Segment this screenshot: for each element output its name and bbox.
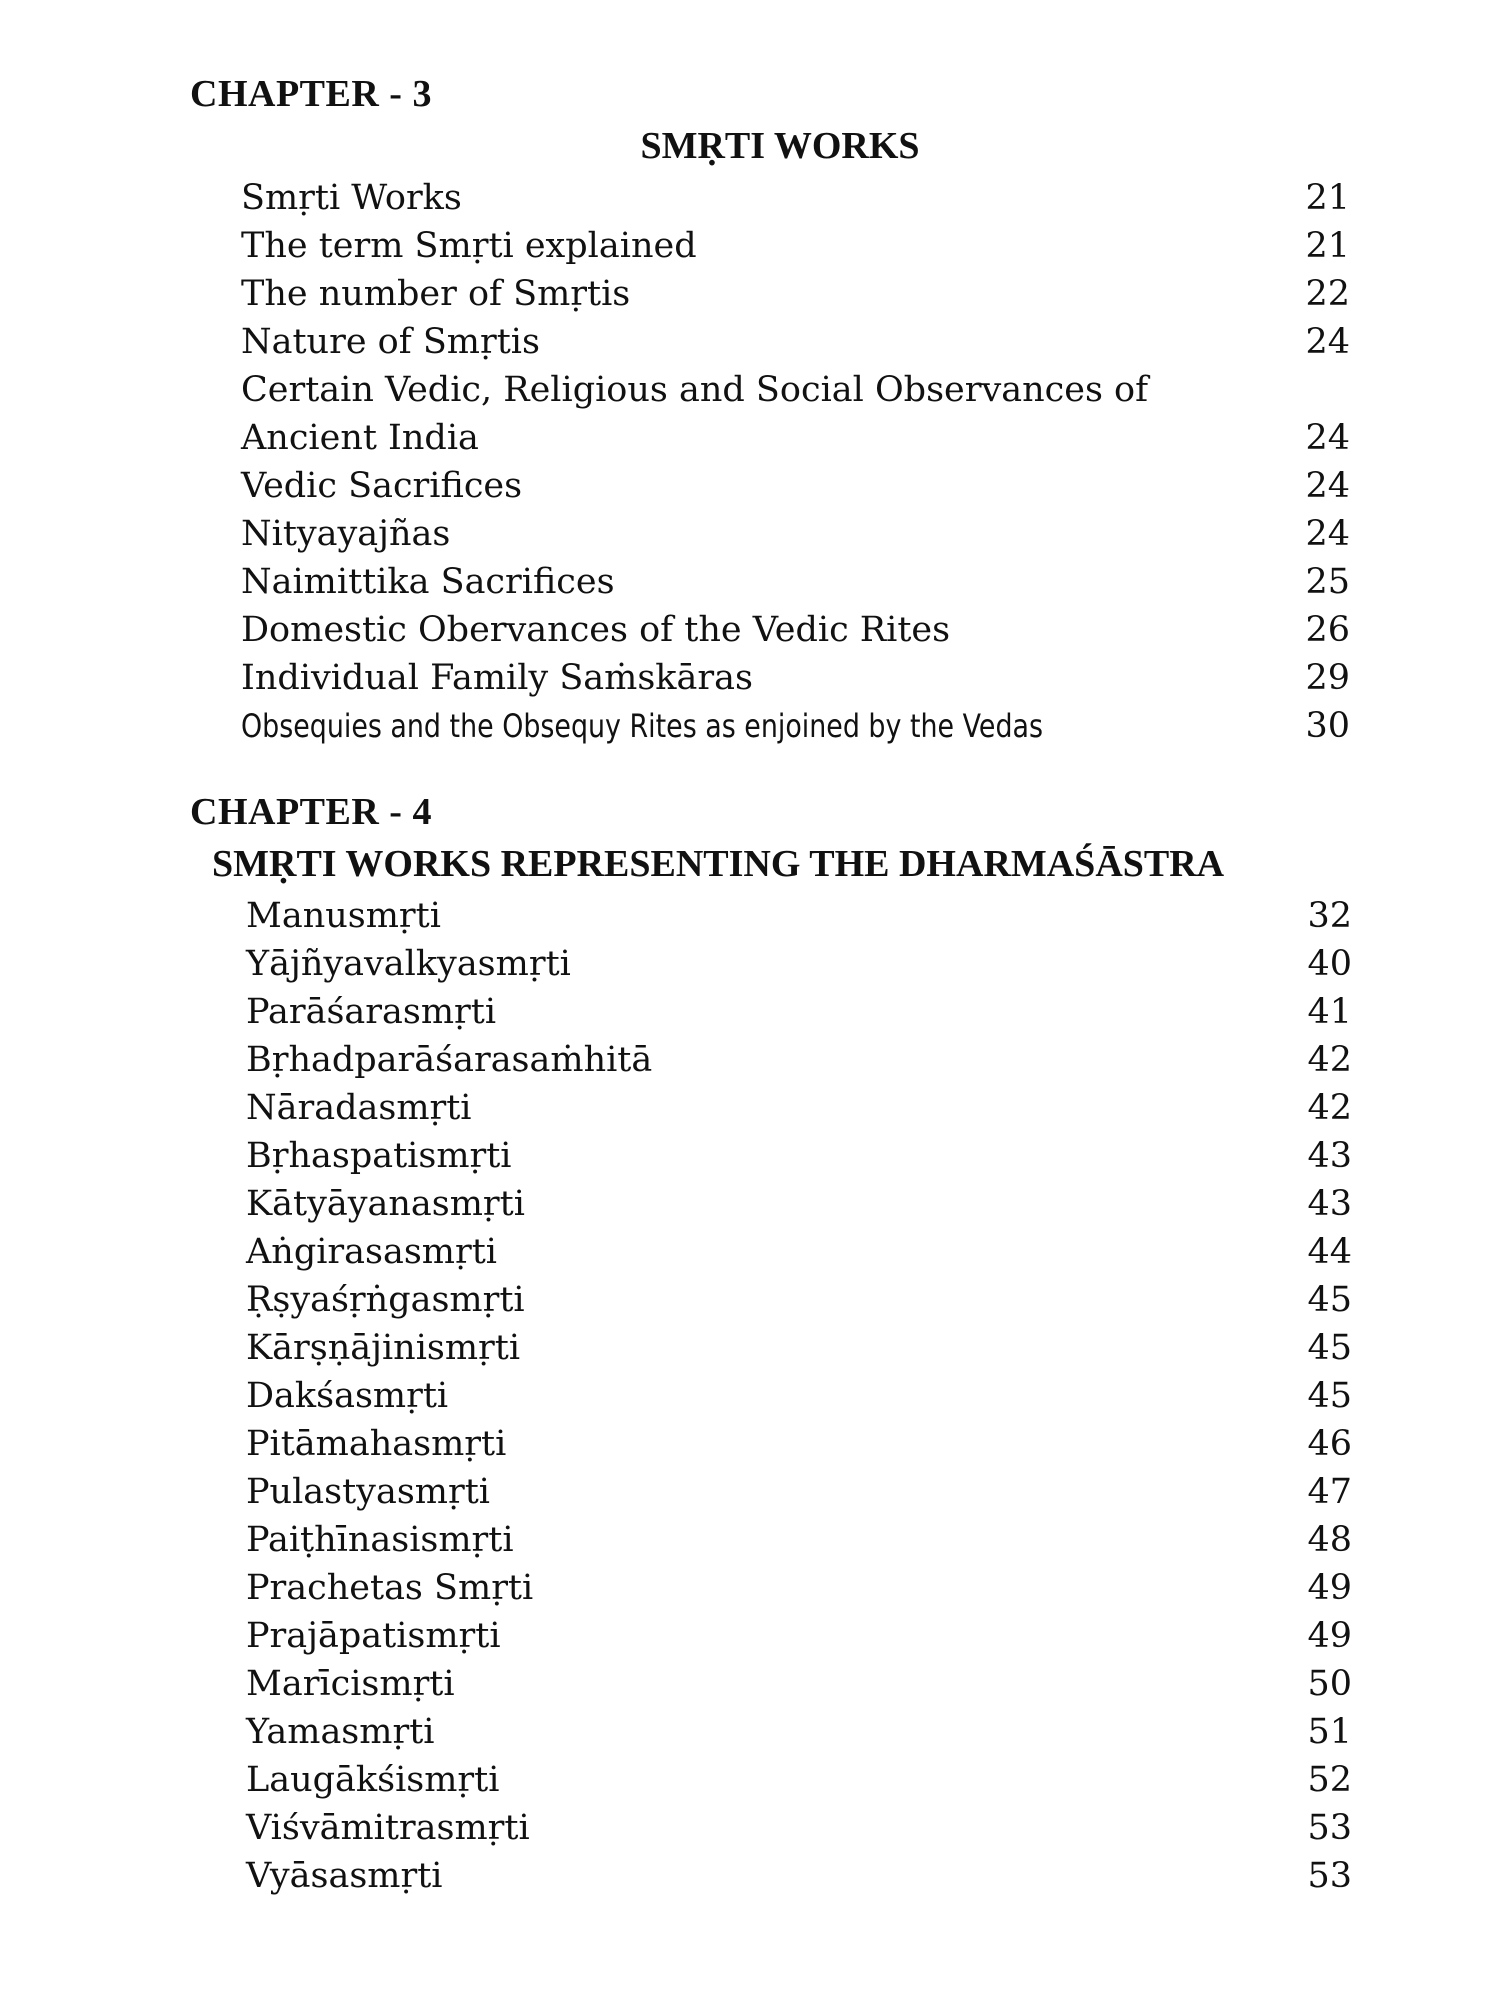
toc-list xyxy=(0,892,1500,1900)
page-number: 40 xyxy=(1307,944,1352,984)
entry-title: Naimittika Sacrifices xyxy=(241,562,615,602)
page-number: 21 xyxy=(1305,226,1350,266)
entry-title: Bṛhadparāśarasaṁhitā xyxy=(246,1040,653,1080)
page-number: 24 xyxy=(1305,418,1350,458)
entry-title: Individual Family Saṁskāras xyxy=(241,658,753,698)
page-number: 53 xyxy=(1307,1856,1352,1896)
page-number: 42 xyxy=(1307,1040,1352,1080)
entry-title: Dakśasmṛti xyxy=(246,1376,449,1416)
toc-entry[interactable] xyxy=(0,1468,1500,1516)
page-number: 24 xyxy=(1305,466,1350,506)
entry-title: Certain Vedic, Religious and Social Observances of Ancient India xyxy=(241,370,1149,458)
page-number: 21 xyxy=(1305,178,1350,218)
page-number: 48 xyxy=(1307,1520,1352,1560)
toc-entry[interactable] xyxy=(0,892,1500,940)
toc-entry[interactable] xyxy=(0,318,1500,366)
toc-entry[interactable] xyxy=(0,270,1500,318)
entry-title: Pitāmahasmṛti xyxy=(246,1424,507,1464)
page-number: 47 xyxy=(1307,1472,1352,1512)
toc-entry[interactable] xyxy=(0,1708,1500,1756)
page-number: 43 xyxy=(1307,1184,1352,1224)
page-number: 44 xyxy=(1307,1232,1352,1272)
page-number: 53 xyxy=(1307,1808,1352,1848)
page-number: 51 xyxy=(1307,1712,1352,1752)
page-number: 30 xyxy=(1305,706,1350,746)
toc-entry[interactable] xyxy=(0,1036,1500,1084)
entry-title: Nityayajñas xyxy=(241,514,451,554)
entry-title: Manusmṛti xyxy=(246,896,441,936)
toc-entry[interactable] xyxy=(0,1228,1500,1276)
chapter-label: CHAPTER - 4 xyxy=(190,791,432,833)
page-number: 52 xyxy=(1307,1760,1352,1800)
toc-entry[interactable] xyxy=(0,510,1500,558)
page-number: 32 xyxy=(1307,896,1352,936)
toc-entry[interactable] xyxy=(0,174,1500,222)
toc-entry[interactable] xyxy=(0,462,1500,510)
page-number: 26 xyxy=(1305,610,1350,650)
toc-entry[interactable] xyxy=(0,222,1500,270)
toc-entry[interactable] xyxy=(0,1660,1500,1708)
page-number: 50 xyxy=(1307,1664,1352,1704)
chapter-title: SMṚTI WORKS xyxy=(640,125,920,167)
chapter-label: CHAPTER - 3 xyxy=(190,73,432,115)
entry-title: Marīcismṛti xyxy=(246,1664,455,1704)
toc-entry[interactable] xyxy=(0,1852,1500,1900)
entry-title: Domestic Obervances of the Vedic Rites xyxy=(241,610,951,650)
entry-title: Parāśarasmṛti xyxy=(246,992,497,1032)
page-number: 24 xyxy=(1305,514,1350,554)
page-number: 49 xyxy=(1307,1616,1352,1656)
entry-title: Pulastyasmṛti xyxy=(246,1472,490,1512)
entry-title: Vedic Sacrifices xyxy=(241,466,523,506)
page-number: 22 xyxy=(1305,274,1350,314)
entry-title: Paiṭhīnasismṛti xyxy=(246,1520,514,1560)
page-number: 29 xyxy=(1305,658,1350,698)
toc-entry[interactable] xyxy=(0,1804,1500,1852)
toc-entry[interactable] xyxy=(0,1756,1500,1804)
entry-title: Aṅgirasasmṛti xyxy=(246,1232,497,1272)
toc-entry[interactable] xyxy=(0,988,1500,1036)
toc-entry[interactable] xyxy=(0,606,1500,654)
entry-title: Prachetas Smṛti xyxy=(246,1568,534,1608)
entry-title: Nāradasmṛti xyxy=(246,1088,472,1128)
page-number: 46 xyxy=(1307,1424,1352,1464)
entry-title: Kātyāyanasmṛti xyxy=(246,1184,525,1224)
entry-title: Obsequies and the Obsequy Rites as enjoined by the Vedas xyxy=(241,707,1043,745)
toc-entry[interactable] xyxy=(0,1516,1500,1564)
toc-entry[interactable] xyxy=(0,1372,1500,1420)
entry-title: Smṛti Works xyxy=(241,178,462,218)
toc-list xyxy=(0,174,1500,750)
toc-entry[interactable] xyxy=(0,366,1500,462)
page-number: 25 xyxy=(1305,562,1350,602)
toc-entry[interactable] xyxy=(0,940,1500,988)
entry-title: Viśvāmitrasmṛti xyxy=(246,1808,530,1848)
page-number: 24 xyxy=(1305,322,1350,362)
chapter-title: SMṚTI WORKS REPRESENTING THE DHARMAŚĀSTRA xyxy=(212,843,1225,885)
toc-entry[interactable] xyxy=(0,1420,1500,1468)
page-number: 49 xyxy=(1307,1568,1352,1608)
toc-entry[interactable] xyxy=(0,1276,1500,1324)
entry-title: Prajāpatismṛti xyxy=(246,1616,501,1656)
entry-title: The term Smṛti explained xyxy=(241,226,697,266)
entry-title: Nature of Smṛtis xyxy=(241,322,540,362)
entry-title: Ṛṣyaśṛṅgasmṛti xyxy=(246,1280,525,1320)
page-number: 45 xyxy=(1307,1280,1352,1320)
page-number: 45 xyxy=(1307,1376,1352,1416)
entry-title: The number of Smṛtis xyxy=(241,274,631,314)
toc-entry[interactable] xyxy=(0,1132,1500,1180)
toc-entry[interactable] xyxy=(0,1084,1500,1132)
toc-entry[interactable] xyxy=(0,654,1500,702)
toc-entry[interactable] xyxy=(0,1612,1500,1660)
page-number: 45 xyxy=(1307,1328,1352,1368)
entry-title: Yājñyavalkyasmṛti xyxy=(246,944,571,984)
toc-entry[interactable] xyxy=(0,702,1500,750)
page-number: 42 xyxy=(1307,1088,1352,1128)
entry-title: Kārṣṇājinismṛti xyxy=(246,1328,521,1368)
entry-title: Vyāsasmṛti xyxy=(246,1856,443,1896)
page-number: 43 xyxy=(1307,1136,1352,1176)
entry-title: Laugākśismṛti xyxy=(246,1760,500,1800)
entry-title: Yamasmṛti xyxy=(246,1712,435,1752)
toc-entry[interactable] xyxy=(0,558,1500,606)
entry-title: Bṛhaspatismṛti xyxy=(246,1136,512,1176)
toc-entry[interactable] xyxy=(0,1180,1500,1228)
page-number: 41 xyxy=(1307,992,1352,1032)
toc-entry[interactable] xyxy=(0,1324,1500,1372)
toc-entry[interactable] xyxy=(0,1564,1500,1612)
